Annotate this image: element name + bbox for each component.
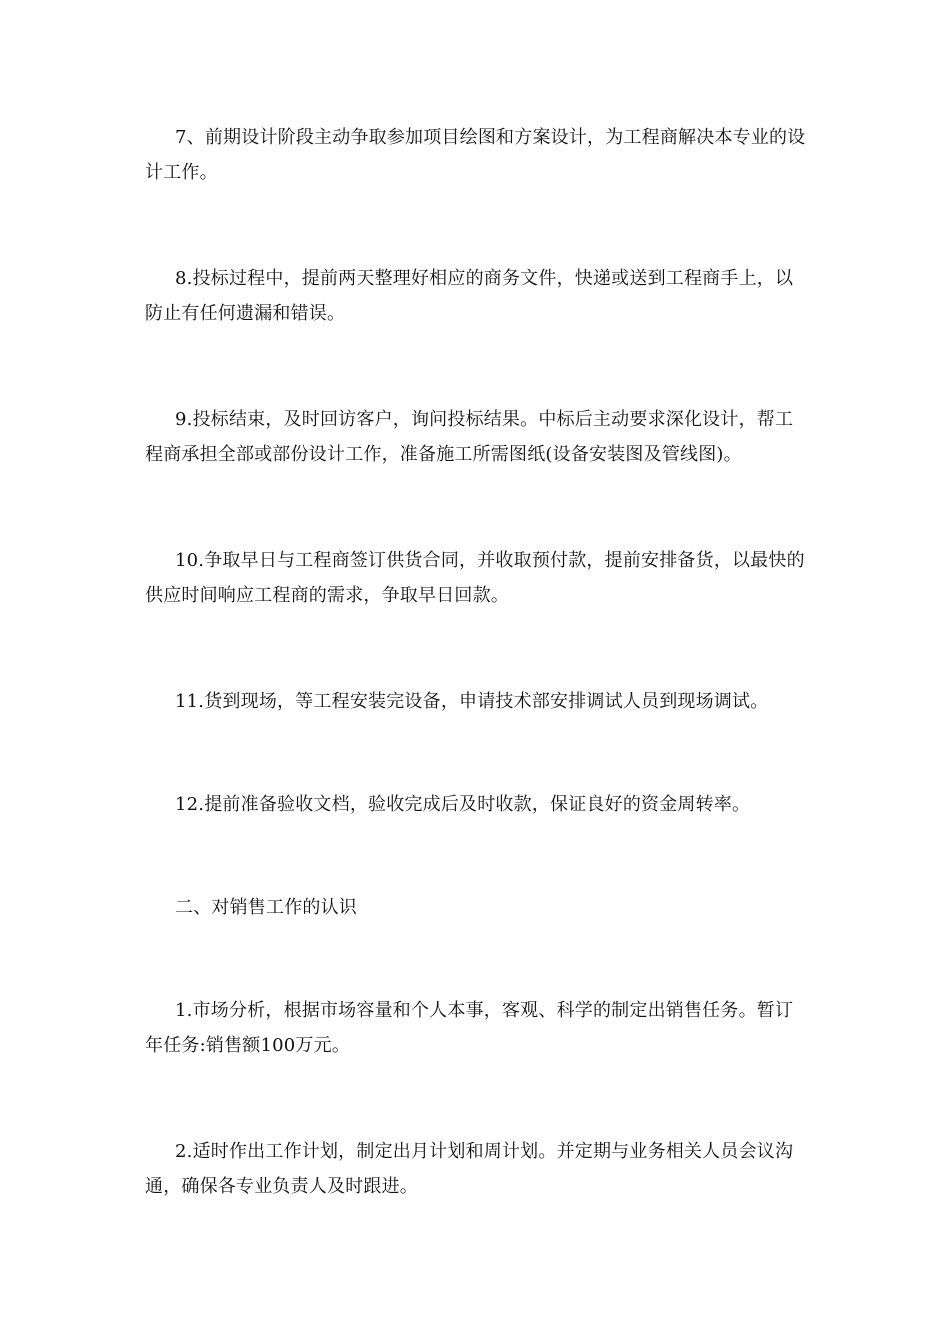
paragraph-item-11: 11.货到现场，等工程安装完设备，申请技术部安排调试人员到现场调试。	[175, 691, 769, 712]
section-heading: 二、对销售工作的认识	[175, 897, 357, 918]
paragraph-item-8: 8.投标过程中，提前两天整理好相应的商务文件，快递或送到工程商手上，以防止有任何遗漏和错误。	[145, 268, 794, 324]
paragraph-item-10: 10.争取早日与工程商签订供货合同，并收取预付款，提前安排备货，以最快的供应时间响应工程商的需求，争取早日回款。	[145, 550, 805, 606]
paragraph-item-12: 12.提前准备验收文档，验收完成后及时收款，保证良好的资金周转率。	[175, 794, 751, 815]
paragraph-item-7: 7、前期设计阶段主动争取参加项目绘图和方案设计，为工程商解决本专业的设计工作。	[145, 127, 806, 183]
paragraph-item-2: 2.适时作出工作计划，制定出月计划和周计划。并定期与业务相关人员会议沟通，确保各专业负责人及时跟进。	[145, 1141, 794, 1197]
paragraph-item-1: 1.市场分析，根据市场容量和个人本事，客观、科学的制定出销售任务。暂订年任务:销售额100万元。	[145, 1000, 794, 1056]
paragraph-item-9: 9.投标结束，及时回访客户，询问投标结果。中标后主动要求深化设计，帮工程商承担全部或部份设计工作，准备施工所需图纸(设备安装图及管线图)。	[145, 409, 794, 465]
